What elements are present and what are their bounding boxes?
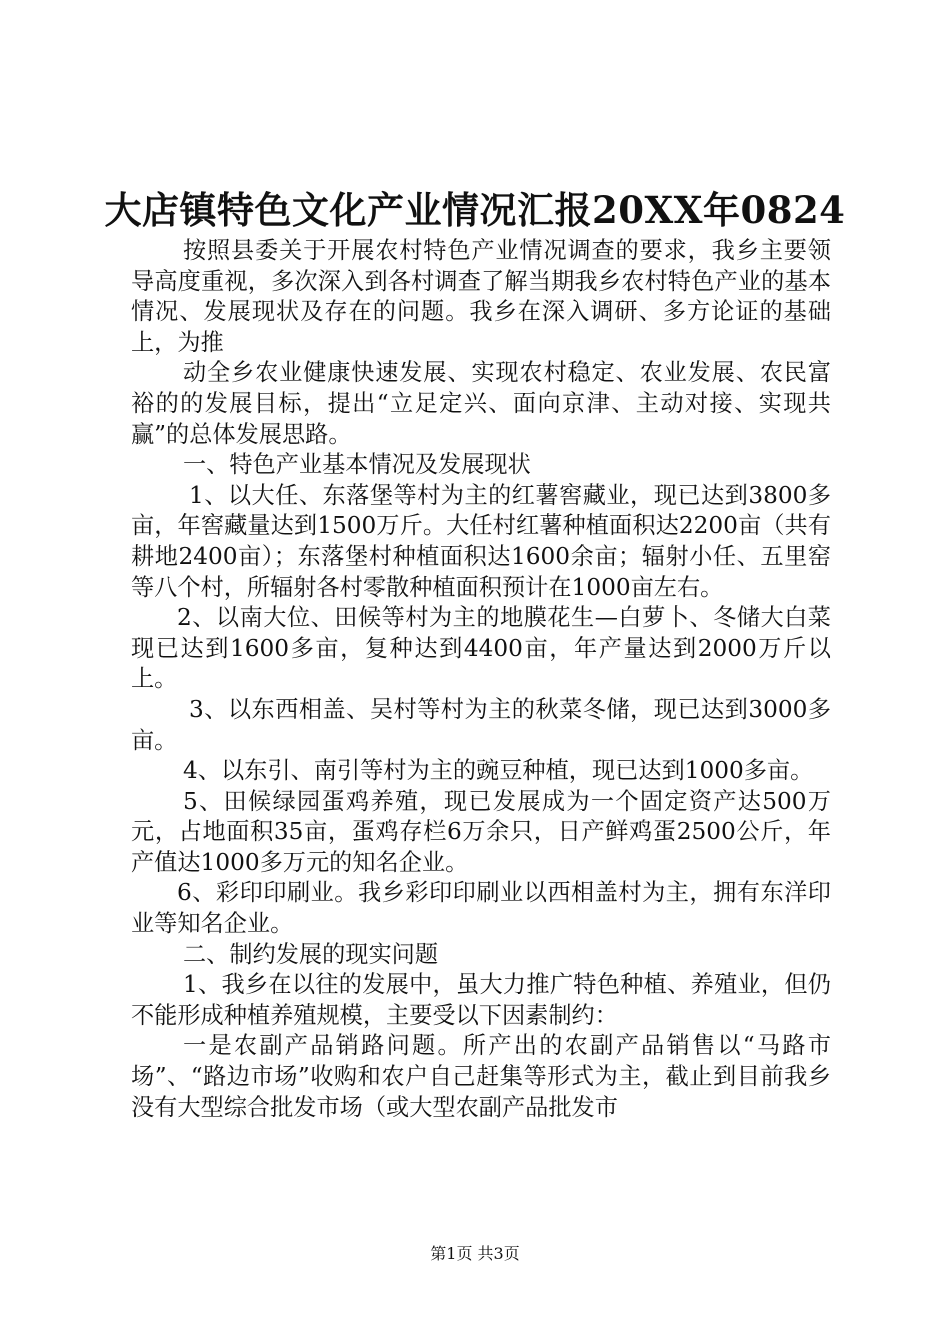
paragraph: 3、以东西相盖、吴村等村为主的秋菜冬储，现已达到3000多亩。 bbox=[131, 695, 831, 754]
paragraph: 6、彩印印刷业。我乡彩印印刷业以西相盖村为主，拥有东洋印业等知名企业。 bbox=[131, 879, 831, 938]
document-body bbox=[131, 236, 831, 1123]
section-heading: 二、制约发展的现实问题 bbox=[183, 940, 439, 968]
paragraph: 4、以东引、南引等村为主的豌豆种植，现已达到1000多亩。 bbox=[183, 757, 814, 785]
paragraph: 1、以大任、东落堡等村为主的红薯窖藏业，现已达到3800多亩，年窖藏量达到1500万斤。大任村红薯种植面积达2200亩（共有耕地2400亩）；东落堡村种植面积达1600余亩；辐射小任、五里窑等八个村，所辐射各村零散种植面积预计在1000亩左右。 bbox=[131, 481, 831, 601]
document-title: 大店镇特色文化产业情况汇报20XX年0824 bbox=[104, 188, 846, 232]
paragraph: 1、我乡在以往的发展中，虽大力推广特色种植、养殖业，但仍不能形成种植养殖规模，主要受以下因素制约： bbox=[131, 971, 831, 1029]
page-footer: 第1页 共3页 bbox=[430, 1244, 520, 1263]
section-heading: 一、特色产业基本情况及发展现状 bbox=[183, 451, 531, 479]
paragraph: 动全乡农业健康快速发展、实现农村稳定、农业发展、农民富裕的的发展目标，提出“立足定兴、面向京津、主动对接、实现共赢”的总体发展思路。 bbox=[131, 359, 831, 448]
paragraph: 2、以南大位、田候等村为主的地膜花生—白萝卜、冬储大白菜现已达到1600多亩，复种达到4400亩，年产量达到2000万斤以上。 bbox=[131, 604, 831, 693]
paragraph: 按照县委关于开展农村特色产业情况调查的要求，我乡主要领导高度重视，多次深入到各村调查了解当期我乡农村特色产业的基本情况、发展现状及存在的问题。我乡在深入调研、多方论证的基础上，为推 bbox=[131, 237, 831, 356]
paragraph: 一是农副产品销路问题。所产出的农副产品销售以“马路市场”、“路边市场”收购和农户自己赶集等形式为主，截止到目前我乡没有大型综合批发市场（或大型农副产品批发市 bbox=[131, 1032, 831, 1121]
paragraph: 5、田候绿园蛋鸡养殖，现已发展成为一个固定资产达500万元，占地面积35亩，蛋鸡存栏6万余只，日产鲜鸡蛋2500公斤，年产值达1000多万元的知名企业。 bbox=[131, 787, 831, 876]
